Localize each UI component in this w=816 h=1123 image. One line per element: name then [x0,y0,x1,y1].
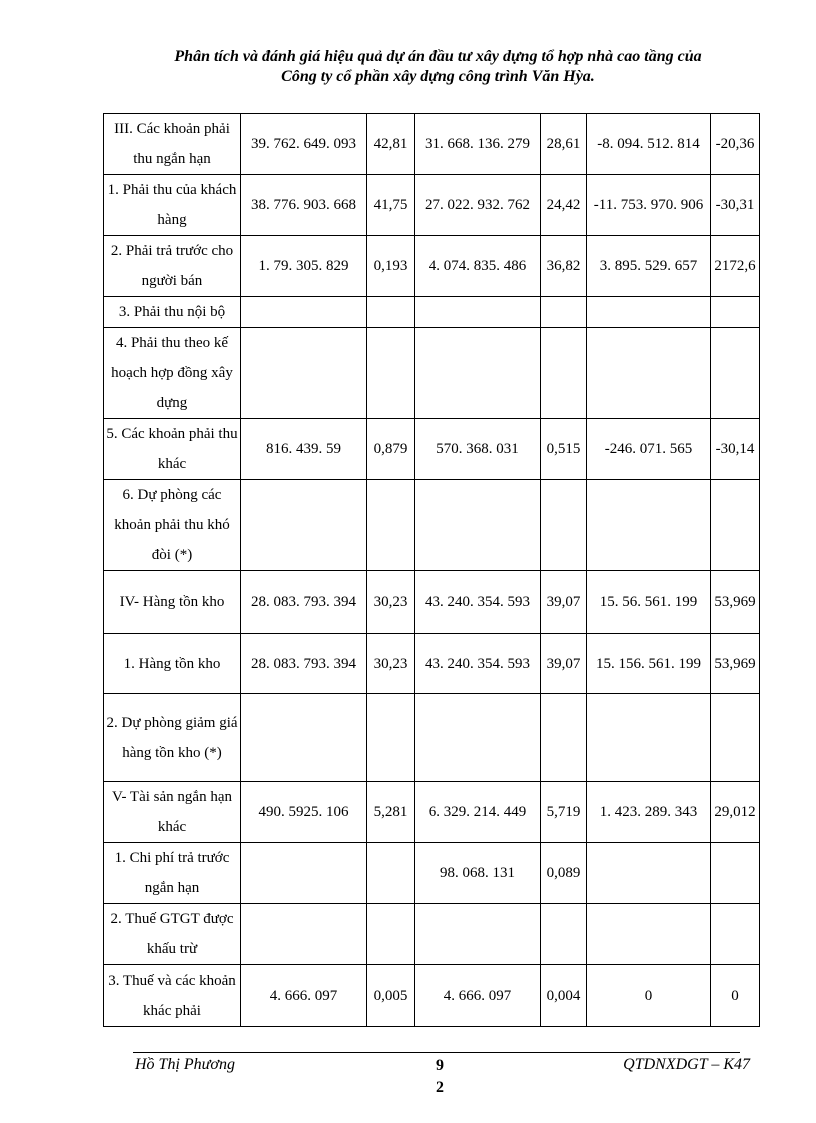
table-cell [415,297,541,328]
table-row [104,480,760,571]
table-cell: 39,07 [541,634,587,694]
table-cell [711,297,760,328]
header-line-1: Phân tích và đánh giá hiệu quả dự án đầu tư xây dựng tổ hợp nhà cao tầng của [174,48,702,65]
table-cell: 24,42 [541,175,587,236]
table-cell [367,328,415,419]
table-row [104,571,760,634]
footer-author: Hồ Thị Phương [135,1056,235,1073]
table-cell: 6. 329. 214. 449 [415,782,541,843]
table-cell: 0,515 [541,419,587,480]
table-cell [711,328,760,419]
table-cell: 570. 368. 031 [415,419,541,480]
table-cell [415,328,541,419]
table-cell: 39,07 [541,571,587,634]
table-cell [541,297,587,328]
table-cell: 2. Phải trả trước cho người bán [104,236,241,297]
table-cell: 30,23 [367,571,415,634]
table-cell: 4. 666. 097 [241,965,367,1027]
table-cell: 41,75 [367,175,415,236]
table-row [104,114,760,175]
table-cell [587,328,711,419]
table-cell: 30,23 [367,634,415,694]
table-cell: 0,089 [541,843,587,904]
table-cell: 0,004 [541,965,587,1027]
table-cell [415,480,541,571]
table-cell: 0 [587,965,711,1027]
table-row [104,328,760,419]
table-cell [241,843,367,904]
table-cell [711,904,760,965]
table-cell: 5. Các khoản phải thu khác [104,419,241,480]
table-cell: 3. Phải thu nội bộ [104,297,241,328]
page-number-bottom: 2 [436,1079,444,1096]
footer-code: QTDNXDGT – K47 [623,1056,750,1073]
table-cell: 27. 022. 932. 762 [415,175,541,236]
table-cell: 39. 762. 649. 093 [241,114,367,175]
table-cell: 5,281 [367,782,415,843]
table-cell: 28. 083. 793. 394 [241,634,367,694]
table-cell: 2. Dự phòng giảm giá hàng tồn kho (*) [104,694,241,782]
table-cell [241,297,367,328]
table-cell [367,694,415,782]
table-cell: 43. 240. 354. 593 [415,634,541,694]
table-body [104,114,760,1027]
table-cell: 15. 156. 561. 199 [587,634,711,694]
table-cell: 5,719 [541,782,587,843]
table-row [104,782,760,843]
table-cell [587,297,711,328]
table-cell [367,843,415,904]
table-cell: 53,969 [711,571,760,634]
table-cell: -246. 071. 565 [587,419,711,480]
table-cell: III. Các khoản phải thu ngắn hạn [104,114,241,175]
table-row [104,634,760,694]
table-cell [541,480,587,571]
table-cell [241,694,367,782]
table-cell: 28. 083. 793. 394 [241,571,367,634]
table-cell: 1. Chi phí trả trước ngắn hạn [104,843,241,904]
table-cell [587,843,711,904]
table-row [104,904,760,965]
table-cell: 1. Phải thu của khách hàng [104,175,241,236]
table-cell: 816. 439. 59 [241,419,367,480]
table-cell: 6. Dự phòng các khoản phải thu khó đòi (*) [104,480,241,571]
table-cell [367,297,415,328]
table-cell: 1. 79. 305. 829 [241,236,367,297]
table-cell [587,480,711,571]
table-cell: -30,14 [711,419,760,480]
table-cell: 15. 56. 561. 199 [587,571,711,634]
header-line-2: Công ty cổ phần xây dựng công trình Văn Hỳa. [281,68,595,85]
table-cell: -8. 094. 512. 814 [587,114,711,175]
table-cell: V- Tài sản ngắn hạn khác [104,782,241,843]
table-cell: 53,969 [711,634,760,694]
table-cell: 38. 776. 903. 668 [241,175,367,236]
table-cell: 490. 5925. 106 [241,782,367,843]
table-cell: 36,82 [541,236,587,297]
table-row [104,236,760,297]
table-cell [587,694,711,782]
table-cell [415,904,541,965]
table-cell: 3. Thuế và các khoản khác phải [104,965,241,1027]
balance-sheet-table [103,113,760,1027]
table-cell: 3. 895. 529. 657 [587,236,711,297]
table-cell: IV- Hàng tồn kho [104,571,241,634]
table-cell: 1. 423. 289. 343 [587,782,711,843]
table-cell: 0,005 [367,965,415,1027]
table-cell: 2. Thuế GTGT được khấu trừ [104,904,241,965]
table-cell: 42,81 [367,114,415,175]
table-cell: 2172,6 [711,236,760,297]
table-cell [367,904,415,965]
table-cell: 98. 068. 131 [415,843,541,904]
table-cell [241,328,367,419]
table-row [104,965,760,1027]
table-cell: 0,879 [367,419,415,480]
table-row [104,694,760,782]
table-row [104,843,760,904]
table-cell: 29,012 [711,782,760,843]
table-cell: 43. 240. 354. 593 [415,571,541,634]
table-cell [711,694,760,782]
table-cell [711,480,760,571]
table-row [104,175,760,236]
table-cell [711,843,760,904]
table-cell [241,480,367,571]
table-cell [587,904,711,965]
page-number [420,1055,460,1099]
page-header [100,47,776,87]
table-cell: 4. 666. 097 [415,965,541,1027]
footer-divider [133,1052,740,1053]
table-cell [541,328,587,419]
table-cell: 4. Phải thu theo kế hoạch hợp đồng xây dựng [104,328,241,419]
table-cell: 31. 668. 136. 279 [415,114,541,175]
table-cell [241,904,367,965]
table-cell [367,480,415,571]
table-cell: 0,193 [367,236,415,297]
table-cell: 28,61 [541,114,587,175]
table-cell: -20,36 [711,114,760,175]
table-cell [541,694,587,782]
page-number-top: 9 [436,1057,444,1074]
table-cell: -11. 753. 970. 906 [587,175,711,236]
table-row [104,419,760,480]
table-cell: 1. Hàng tồn kho [104,634,241,694]
table-cell [415,694,541,782]
table-row [104,297,760,328]
table-cell: 0 [711,965,760,1027]
table-cell: -30,31 [711,175,760,236]
table-cell: 4. 074. 835. 486 [415,236,541,297]
table-cell [541,904,587,965]
